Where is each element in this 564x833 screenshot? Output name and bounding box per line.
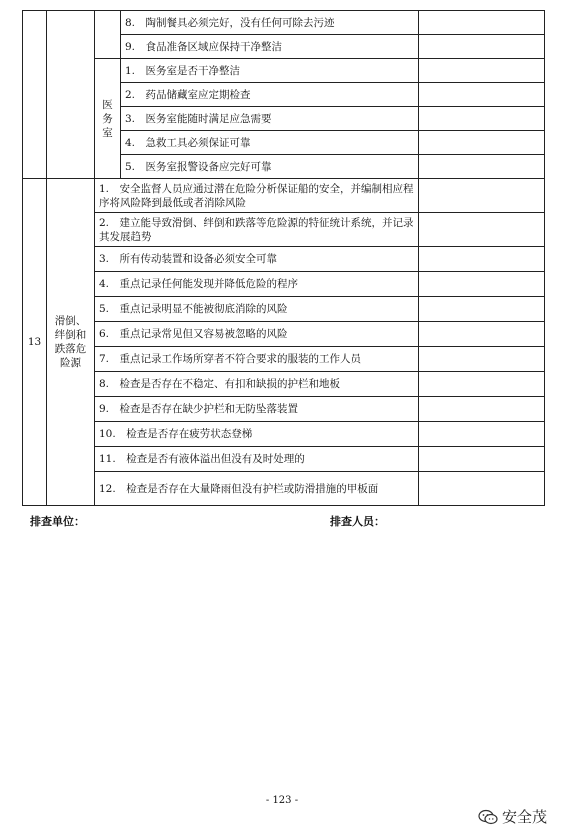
checklist-item: 11. 检查是否有液体溢出但没有及时处理的	[95, 447, 419, 472]
checklist-item: 4. 重点记录任何能发现并降低危险的程序	[95, 272, 419, 297]
result-cell	[419, 297, 545, 322]
section-number-cell	[23, 11, 47, 179]
result-cell	[419, 35, 545, 59]
watermark-text: 安全茂	[502, 808, 548, 826]
checklist-item: 6. 重点记录常见但又容易被忽略的风险	[95, 322, 419, 347]
checklist-item: 10. 检查是否存在疲劳状态登梯	[95, 422, 419, 447]
checklist-item: 4. 急救工具必须保证可靠	[121, 131, 419, 155]
result-cell	[419, 447, 545, 472]
page-number: - 123 -	[265, 795, 299, 806]
table-row	[23, 322, 545, 347]
table-row	[23, 372, 545, 397]
result-cell	[419, 472, 545, 506]
result-cell	[419, 422, 545, 447]
result-cell	[419, 272, 545, 297]
result-cell	[419, 83, 545, 107]
result-cell	[419, 372, 545, 397]
table-row	[23, 179, 545, 213]
checklist-item: 5. 医务室报警设备应完好可靠	[121, 155, 419, 179]
inspector-label: 排查人员：	[330, 515, 385, 528]
result-cell	[419, 59, 545, 83]
result-cell	[419, 213, 545, 247]
checklist-item: 3. 所有传动装置和设备必须安全可靠	[95, 247, 419, 272]
result-cell	[419, 397, 545, 422]
table-row	[23, 213, 545, 247]
inspection-unit-label: 排查单位：	[30, 515, 85, 528]
watermark	[478, 806, 547, 827]
table-row	[23, 422, 545, 447]
table-row	[23, 447, 545, 472]
result-cell	[419, 155, 545, 179]
result-cell	[419, 322, 545, 347]
table-row	[23, 297, 545, 322]
checklist-item: 9. 检查是否存在缺少护栏和无防坠落装置	[95, 397, 419, 422]
checklist-item: 7. 重点记录工作场所穿者不符合要求的服装的工作人员	[95, 347, 419, 372]
checklist-item: 2. 药品储藏室应定期检查	[121, 83, 419, 107]
section-category: 滑倒、绊倒和跌落危险源	[47, 179, 95, 506]
checklist-table	[22, 10, 545, 506]
checklist-item: 1. 医务室是否干净整洁	[121, 59, 419, 83]
result-cell	[419, 131, 545, 155]
result-cell	[419, 11, 545, 35]
result-cell	[419, 179, 545, 213]
table-row	[23, 472, 545, 506]
checklist-item: 5. 重点记录明显不能被彻底消除的风险	[95, 297, 419, 322]
table-row	[23, 272, 545, 297]
checklist-item: 1. 安全监督人员应通过潜在危险分析保证船的安全，并编制相应程序将风险降到最低或者消除风险	[95, 179, 419, 213]
checklist-item: 9. 食品准备区域应保持干净整洁	[121, 35, 419, 59]
table-row	[23, 59, 545, 83]
wechat-icon	[478, 809, 498, 825]
section-number: 13	[23, 179, 47, 506]
checklist-item: 12. 检查是否存在大量降雨但没有护栏或防滑措施的甲板面	[95, 472, 419, 506]
checklist-item: 8. 陶制餐具必须完好，没有任何可除去污迹	[121, 11, 419, 35]
checklist-item: 2. 建立能导致滑倒、绊倒和跌落等危险源的特征统计系统，并记录其发展趋势	[95, 213, 419, 247]
subcategory-label: 医务室	[95, 59, 121, 179]
table-row	[23, 11, 545, 35]
table-row	[23, 347, 545, 372]
table-row	[23, 397, 545, 422]
checklist-item: 8. 检查是否存在不稳定、有扣和缺损的护栏和地板	[95, 372, 419, 397]
section-category-cell	[47, 11, 95, 179]
subcategory-cell	[95, 11, 121, 59]
table-row	[23, 247, 545, 272]
checklist-item: 3. 医务室能随时满足应急需要	[121, 107, 419, 131]
result-cell	[419, 247, 545, 272]
result-cell	[419, 347, 545, 372]
result-cell	[419, 107, 545, 131]
